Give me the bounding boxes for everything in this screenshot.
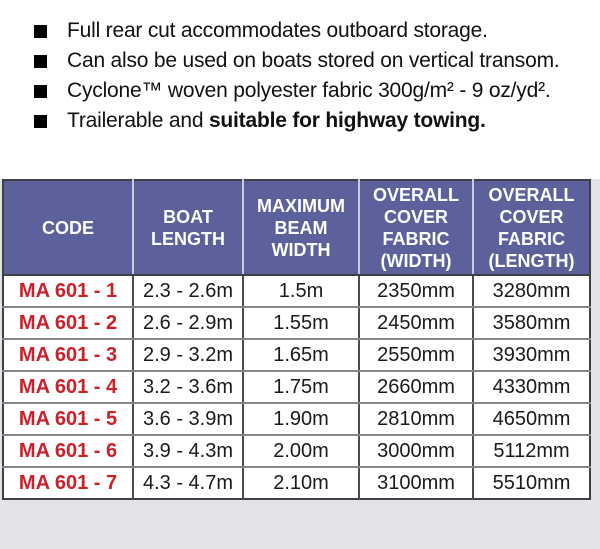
boat-length-cell: 2.9 - 3.2m xyxy=(133,339,243,371)
square-bullet-icon xyxy=(34,55,47,68)
bullet-text-regular: Cyclone™ woven polyester fabric 300g/m² - 9 oz/yd². xyxy=(67,79,551,102)
code-cell: MA 601 - 6 xyxy=(3,435,133,467)
fabric-length-cell: 5112mm xyxy=(473,435,590,467)
beam-width-cell: 1.55m xyxy=(243,307,359,339)
header-cover-fabric-length: OVERALL COVER FABRIC (LENGTH) xyxy=(473,180,590,275)
bullet-text xyxy=(67,79,551,103)
beam-width-cell: 1.65m xyxy=(243,339,359,371)
list-item xyxy=(34,106,592,136)
list-item xyxy=(34,76,592,106)
table-row xyxy=(3,435,590,467)
fabric-width-cell: 2660mm xyxy=(359,371,473,403)
square-bullet-icon xyxy=(34,85,47,98)
code-cell: MA 601 - 1 xyxy=(3,275,133,307)
bullet-text xyxy=(67,19,488,43)
square-bullet-icon xyxy=(34,25,47,38)
fabric-width-cell: 2450mm xyxy=(359,307,473,339)
boat-length-cell: 2.6 - 2.9m xyxy=(133,307,243,339)
boat-length-cell: 4.3 - 4.7m xyxy=(133,467,243,499)
header-cover-fabric-width: OVERALL COVER FABRIC (WIDTH) xyxy=(359,180,473,275)
bullet-text-bold: suitable for highway towing. xyxy=(208,109,486,132)
beam-width-cell: 2.00m xyxy=(243,435,359,467)
table-row xyxy=(3,403,590,435)
bullet-text xyxy=(67,49,560,73)
size-spec-table xyxy=(2,179,591,500)
code-cell: MA 601 - 2 xyxy=(3,307,133,339)
boat-length-cell: 2.3 - 2.6m xyxy=(133,275,243,307)
table-row xyxy=(3,371,590,403)
fabric-width-cell: 3100mm xyxy=(359,467,473,499)
fabric-length-cell: 3580mm xyxy=(473,307,590,339)
header-max-beam-width: MAXIMUM BEAM WIDTH xyxy=(243,180,359,275)
fabric-width-cell: 2350mm xyxy=(359,275,473,307)
table-row xyxy=(3,467,590,499)
spec-table-panel xyxy=(0,179,600,549)
fabric-length-cell: 4650mm xyxy=(473,403,590,435)
header-code: CODE xyxy=(3,180,133,275)
boat-length-cell: 3.9 - 4.3m xyxy=(133,435,243,467)
code-cell: MA 601 - 3 xyxy=(3,339,133,371)
beam-width-cell: 1.90m xyxy=(243,403,359,435)
list-item xyxy=(34,46,592,76)
fabric-length-cell: 5510mm xyxy=(492,471,571,494)
boat-length-cell: 3.2 - 3.6m xyxy=(133,371,243,403)
fabric-width-cell: 3000mm xyxy=(359,435,473,467)
boat-length-cell: 3.6 - 3.9m xyxy=(133,403,243,435)
list-item xyxy=(34,16,592,46)
header-boat-length: BOAT LENGTH xyxy=(133,180,243,275)
code-cell: MA 601 - 7 xyxy=(3,467,133,499)
fabric-width-cell: 2550mm xyxy=(359,339,473,371)
code-cell: MA 601 - 4 xyxy=(3,371,133,403)
bullet-text xyxy=(67,109,486,133)
table-header-row xyxy=(3,180,590,275)
square-bullet-icon xyxy=(34,115,47,128)
beam-width-cell: 1.75m xyxy=(243,371,359,403)
bullet-text-regular: Full rear cut accommodates outboard storage. xyxy=(67,19,488,42)
feature-bullet-list xyxy=(0,0,600,163)
bullet-text-regular: Can also be used on boats stored on vertical transom. xyxy=(67,49,560,72)
fabric-length-cell: 3280mm xyxy=(473,275,590,307)
bullet-text-regular: Trailerable and xyxy=(67,109,209,132)
beam-width-cell: 1.5m xyxy=(243,275,359,307)
code-cell: MA 601 - 5 xyxy=(3,403,133,435)
table-row xyxy=(3,307,590,339)
table-row xyxy=(3,275,590,307)
table-row xyxy=(3,339,590,371)
fabric-length-cell: 3930mm xyxy=(473,339,590,371)
beam-width-cell: 2.10m xyxy=(243,467,359,499)
fabric-width-cell: 2810mm xyxy=(359,403,473,435)
fabric-length-cell: 4330mm xyxy=(473,371,590,403)
